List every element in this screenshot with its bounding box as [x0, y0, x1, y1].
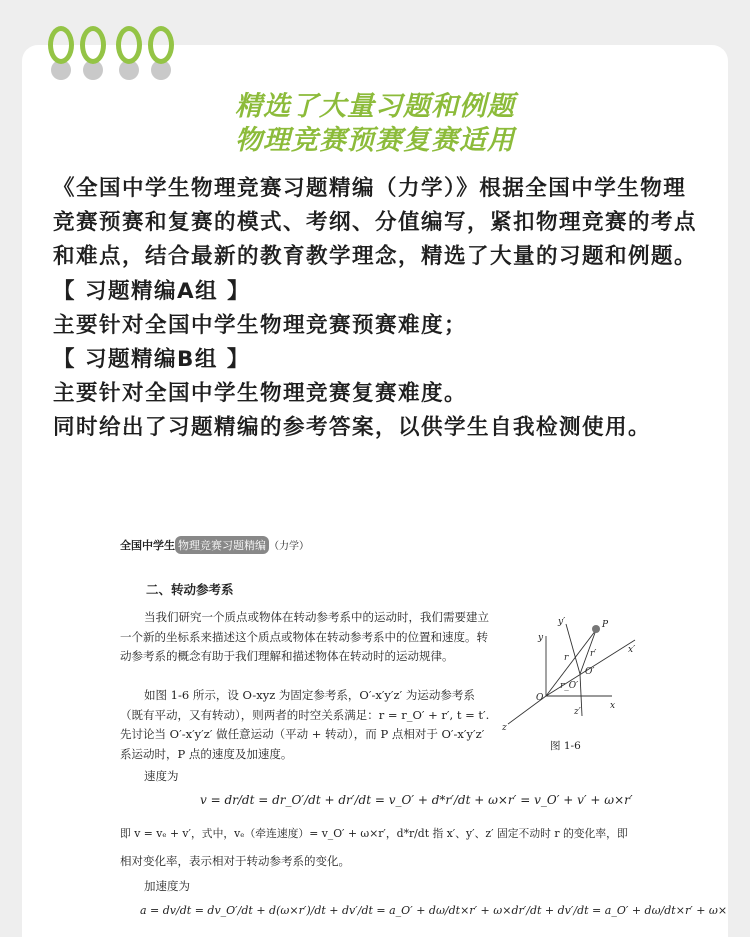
label-x-prime: x′	[628, 645, 636, 655]
sample-page-image	[110, 528, 728, 937]
group-b-label: 【 习题精编B组 】	[53, 347, 250, 373]
velocity-explanation-2: 相对变化率，表示相对于转动参考系的变化。	[120, 854, 350, 868]
figure-caption: 图 1-6	[550, 740, 581, 752]
label-z: z	[502, 723, 507, 733]
header-suffix: （力学）	[269, 541, 309, 552]
sample-paragraph-2: 如图 1-6 所示，设 O-xyz 为固定参考系，O′-x′y′z′ 为运动参考系（既有平动，又有转动），则两者的时空关系满足：r = r_O′ + r′, t = t′. 先讨论当 O′-x′y′z′ 做任意运动（平动 + 转动），而 P 点相对于 O′-x′y′z′ 系运动时，P 点的速度及加速度。	[120, 688, 490, 761]
sample-paragraph-1: 当我们研究一个质点或物体在转动参考系中的运动时，我们需要建立一个新的坐标系来描述这个质点或物体在转动参考系中的位置和速度。转动参考系的概念有助于我们理解和描述物体在转动时的运动规律。	[120, 610, 489, 664]
headline-line-2: 物理竞赛预赛复赛适用	[235, 125, 515, 156]
header-prefix: 全国中学生	[120, 539, 175, 552]
acceleration-equation: a = dv/dt = dv_O′/dt + d(ω×r′)/dt + dv′/dt = a_O′ + dω/dt×r′ + ω×dr′/dt + dv′/dt = a_O′ + dω/dt×r′ + ω×	[140, 904, 728, 917]
description	[53, 172, 703, 446]
label-r-o: r_O′	[560, 681, 579, 691]
ring-icon	[148, 26, 174, 64]
label-y: y	[538, 633, 544, 643]
label-r-prime: r′	[590, 649, 597, 659]
group-a-label: 【 习题精编A组 】	[53, 278, 251, 304]
label-y-prime: y′	[558, 617, 566, 627]
section-title: 二、转动参考系	[146, 582, 234, 597]
velocity-label: 速度为	[144, 769, 179, 783]
headline-line-1: 精选了大量习题和例题	[235, 91, 515, 122]
velocity-explanation: 即 v = vₑ + v′，式中，vₑ（牵连速度）= v_O′ + ω×r′，d*r/dt 指 x′、y′、z′ 固定不动时 r 的变化率，即	[120, 827, 628, 840]
group-a-description: 主要针对全国中学生物理竞赛预赛难度；	[53, 312, 468, 338]
binder-rings	[48, 26, 188, 74]
label-x: x	[610, 701, 616, 711]
group-b-description: 主要针对全国中学生物理竞赛复赛难度。	[53, 381, 468, 407]
label-p: P	[602, 620, 609, 630]
sample-page-header	[120, 536, 309, 554]
header-highlight: 物理竞赛习题精编	[175, 536, 269, 554]
closing-sentence: 同时给出了习题精编的参考答案，以供学生自我检测使用。	[53, 415, 652, 441]
acceleration-label: 加速度为	[144, 879, 190, 893]
label-o-prime: O′	[585, 667, 595, 677]
description-paragraph: 《全国中学生物理竞赛习题精编（力学）》根据全国中学生物理竞赛预赛和复赛的模式、考纲、分值编写，紧扣物理竞赛的考点和难点，结合最新的教育教学理念，精选了大量的习题和例题。	[53, 176, 698, 270]
reference-frame-diagram	[500, 616, 640, 738]
ring-icon	[80, 26, 106, 64]
velocity-equation: v = dr/dt = dr_O′/dt + dr′/dt = v_O′ + d*r′/dt + ω×r′ = v_O′ + v′ + ω×r′	[200, 793, 633, 807]
point-p	[592, 625, 600, 633]
ring-icon	[116, 26, 142, 64]
label-z-prime: z′	[574, 707, 581, 717]
ring-icon	[48, 26, 74, 64]
label-r: r	[564, 653, 569, 663]
label-o: O	[536, 693, 544, 703]
